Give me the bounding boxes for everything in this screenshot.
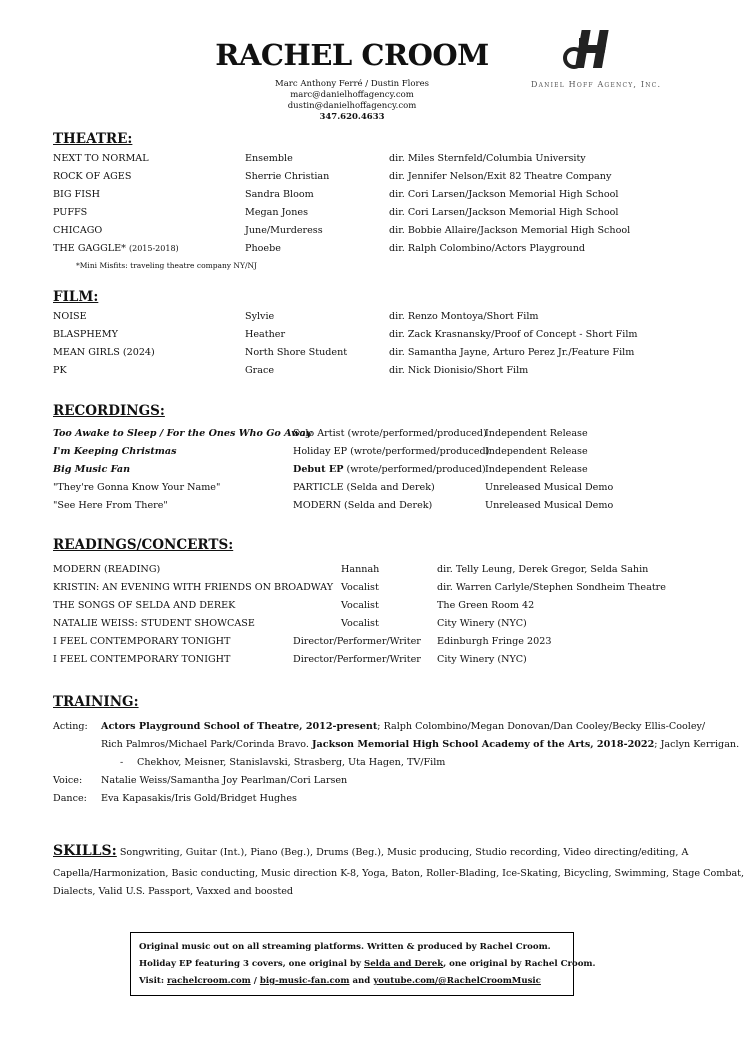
theatre-director: dir. Miles Sternfeld/Columbia University (389, 153, 586, 164)
film-director: dir. Nick Dionisio/Short Film (389, 365, 529, 376)
acting-label: Acting: (53, 721, 88, 732)
reading-venue: dir. Telly Leung, Derek Gregor, Selda Sahin (437, 564, 649, 575)
voice-label: Voice: (53, 775, 83, 786)
rachelcroom-link[interactable]: rachelcroom.com (167, 976, 251, 986)
reading-title: I FEEL CONTEMPORARY TONIGHT (53, 636, 231, 647)
callout-line-3: Visit: rachelcroom.com / big-music-fan.com and youtube.com/@RachelCroomMusic (139, 976, 541, 986)
acting-school-1: Actors Playground School of Theatre, 2012-present (101, 721, 378, 732)
recording-title: I'm Keeping Christmas (53, 446, 177, 457)
film-director: dir. Zack Krasnansky/Proof of Concept - Short Film (389, 329, 638, 340)
training-heading: TRAINING: (53, 694, 139, 710)
dance-label: Dance: (53, 793, 87, 804)
film-role: North Shore Student (245, 347, 348, 358)
recording-title: Big Music Fan (53, 464, 131, 475)
theatre-role: Phoebe (245, 243, 281, 254)
acting-techniques: Chekhov, Meisner, Stanislavski, Strasberg, Uta Hagen, TV/Film (137, 757, 446, 768)
film-heading: FILM: (53, 289, 99, 305)
selda-derek-link[interactable]: Selda and Derek (364, 959, 444, 969)
agents: Marc Anthony Ferré / Dustin Flores (275, 79, 429, 89)
theatre-title: THE GAGGLE* (53, 243, 126, 254)
recording-description: Solo Artist (wrote/performed/produced) (293, 428, 487, 439)
callout-line-1: Original music out on all streaming platforms. Written & produced by Rachel Croom. (139, 942, 551, 952)
recording-status: Independent Release (485, 446, 588, 457)
reading-title: KRISTIN: AN EVENING WITH FRIENDS ON BROADWAY (53, 582, 334, 593)
recording-description: Debut EP (wrote/performed/produced) (293, 464, 486, 475)
theatre-director: dir. Ralph Colombino/Actors Playground (389, 243, 586, 254)
theatre-role: Sherrie Christian (245, 171, 330, 182)
email-marc: marc@danielhoffagency.com (290, 90, 414, 100)
skills-line-1: SKILLS: Songwriting, Guitar (Int.), Piano (Beg.), Drums (Beg.), Music producing, Studio recording, Video directing/editing, A (53, 843, 689, 859)
reading-venue: dir. Warren Carlyle/Stephen Sondheim Theatre (437, 582, 666, 593)
reading-title: MODERN (READING) (53, 564, 161, 575)
reading-venue: Edinburgh Fringe 2023 (437, 636, 552, 647)
email-dustin: dustin@danielhoffagency.com (287, 101, 417, 111)
phone: 347.620.4633 (319, 112, 385, 122)
reading-venue: City Winery (NYC) (437, 618, 527, 629)
theatre-role: June/Murderess (245, 225, 323, 236)
film-title: MEAN GIRLS (2024) (53, 347, 155, 358)
dance-teachers: Eva Kapasakis/Iris Gold/Bridget Hughes (101, 793, 297, 804)
recordings-heading: RECORDINGS: (53, 403, 165, 419)
theatre-director: dir. Jennifer Nelson/Exit 82 Theatre Company (389, 171, 612, 182)
callout-line-2: Holiday EP featuring 3 covers, one original by Selda and Derek, one original by Rachel Croom. (139, 959, 596, 969)
reading-title: NATALIE WEISS: STUDENT SHOWCASE (53, 618, 255, 629)
film-role: Grace (245, 365, 275, 376)
reading-role: Vocalist (341, 600, 379, 611)
theatre-title-row (53, 243, 179, 254)
film-title: BLASPHEMY (53, 329, 118, 340)
agency-name: Daniel Hoff Agency, Inc. (531, 80, 662, 89)
recording-title: "See Here From There" (53, 500, 168, 511)
film-role: Sylvie (245, 311, 275, 322)
acting-line-1: Actors Playground School of Theatre, 2012-present; Ralph Colombino/Megan Donovan/Dan Cooley/Becky Ellis-Cooley/ (101, 721, 706, 732)
reading-role: Hannah (341, 564, 380, 575)
voice-teachers: Natalie Weiss/Samantha Joy Pearlman/Cori Larsen (101, 775, 348, 786)
film-title: NOISE (53, 311, 87, 322)
recording-description: Holiday EP (wrote/performed/produced) (293, 446, 490, 457)
skills-line-2: Capella/Harmonization, Basic conducting, Music direction K-8, Yoga, Baton, Roller-Blading, Ice-Skating, Bicycling, Swimming, Stage Combat, (53, 868, 744, 879)
debut-ep-label: Debut EP (293, 464, 344, 475)
recording-status: Independent Release (485, 464, 588, 475)
film-director: dir. Samantha Jayne, Arturo Perez Jr./Feature Film (389, 347, 635, 358)
reading-venue: City Winery (NYC) (437, 654, 527, 665)
theatre-role: Ensemble (245, 153, 293, 164)
theatre-note: *Mini Misfits: traveling theatre company NY/NJ (76, 261, 258, 270)
reading-venue: The Green Room 42 (437, 600, 535, 611)
theatre-title: BIG FISH (53, 189, 100, 200)
actor-name: RACHEL CROOM (215, 38, 489, 72)
reading-role: Director/Performer/Writer (293, 636, 421, 647)
theatre-heading: THEATRE: (53, 131, 133, 147)
theatre-title: PUFFS (53, 207, 88, 218)
recording-description: PARTICLE (Selda and Derek) (293, 482, 435, 493)
theatre-director: dir. Cori Larsen/Jackson Memorial High School (389, 189, 619, 200)
recording-description: MODERN (Selda and Derek) (293, 500, 433, 511)
skills-heading: SKILLS: (53, 843, 117, 859)
recording-status: Independent Release (485, 428, 588, 439)
readings-heading: READINGS/CONCERTS: (53, 537, 234, 553)
reading-role: Director/Performer/Writer (293, 654, 421, 665)
reading-title: I FEEL CONTEMPORARY TONIGHT (53, 654, 231, 665)
music-callout-box (130, 932, 596, 996)
reading-role: Vocalist (341, 618, 379, 629)
reading-title: THE SONGS OF SELDA AND DEREK (53, 600, 236, 611)
film-title: PK (53, 365, 67, 376)
acting-line-2: Rich Palmros/Michael Park/Corinda Bravo. Jackson Memorial High School Academy of the Arts, 2018-2022; Jaclyn Kerrigan. (101, 739, 740, 750)
reading-role: Vocalist (341, 582, 379, 593)
youtube-link[interactable]: youtube.com/@RachelCroomMusic (373, 976, 541, 986)
theatre-title: NEXT TO NORMAL (53, 153, 149, 164)
acting-school-2: Jackson Memorial High School Academy of the Arts, 2018-2022 (312, 739, 655, 750)
recording-title: Too Awake to Sleep / For the Ones Who Go Away (53, 428, 312, 439)
technique-dash: - (120, 757, 124, 768)
film-director: dir. Renzo Montoya/Short Film (389, 311, 539, 322)
film-role: Heather (245, 329, 286, 340)
theatre-director: dir. Bobbie Allaire/Jackson Memorial High School (389, 225, 631, 236)
theatre-director: dir. Cori Larsen/Jackson Memorial High School (389, 207, 619, 218)
big-music-fan-link[interactable]: big-music-fan.com (259, 976, 350, 986)
gaggle-years: (2015-2018) (128, 244, 179, 253)
theatre-role: Sandra Bloom (245, 189, 314, 200)
theatre-title: ROCK OF AGES (53, 171, 132, 182)
recording-status: Unreleased Musical Demo (485, 482, 614, 493)
skills-line-3: Dialects, Valid U.S. Passport, Vaxxed and boosted (53, 886, 294, 897)
theatre-title: CHICAGO (53, 225, 103, 236)
recording-title: "They're Gonna Know Your Name" (53, 482, 221, 493)
recording-status: Unreleased Musical Demo (485, 500, 614, 511)
theatre-role: Megan Jones (245, 207, 308, 218)
agency-logo-icon (560, 28, 616, 76)
